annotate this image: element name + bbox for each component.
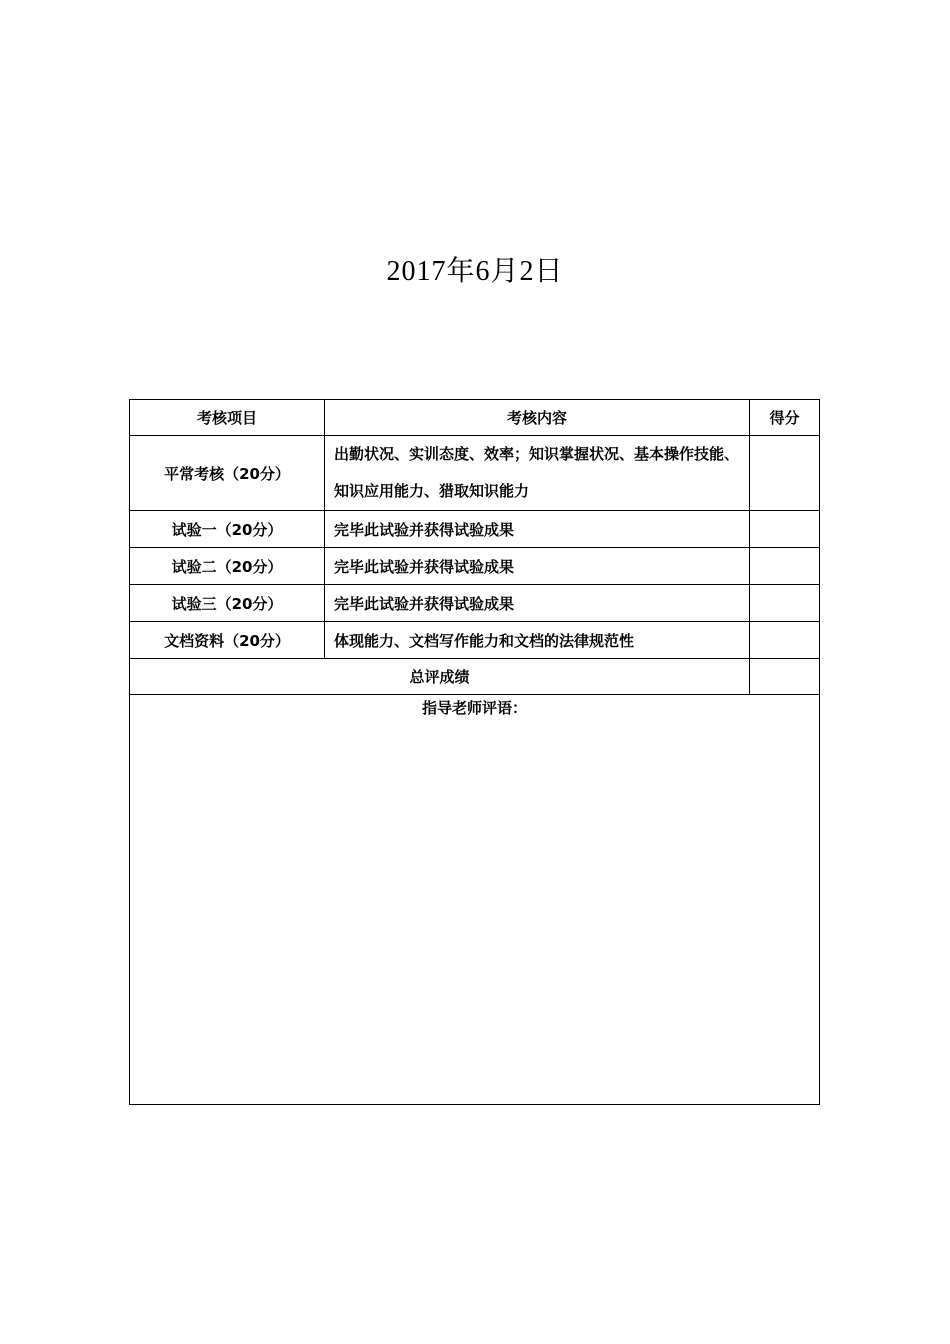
- total-row: [130, 659, 820, 695]
- table-row: [130, 548, 820, 585]
- document-date: 2017年6月2日: [386, 256, 564, 287]
- row-content: 出勤状况、实训态度、效率；知识掌握状况、基本操作技能、知识应用能力、猎取知识能力: [334, 445, 740, 500]
- row-item: 文档资料（20分）: [130, 622, 325, 659]
- comment-row: [130, 695, 820, 1105]
- row-item: 试验一（20分）: [130, 511, 325, 548]
- row-score: [750, 548, 820, 585]
- row-item: 试验二（20分）: [130, 548, 325, 585]
- row-score: [750, 622, 820, 659]
- header-score: 得分: [750, 400, 820, 436]
- row-score: [750, 585, 820, 622]
- header-content: 考核内容: [325, 400, 750, 436]
- header-item: 考核项目: [130, 400, 325, 436]
- comment-cell: [130, 695, 820, 1105]
- total-label: 总评成绩: [130, 659, 750, 695]
- table-row: [130, 585, 820, 622]
- row-score: [750, 511, 820, 548]
- table-header-row: [130, 400, 820, 436]
- row-item: 试验三（20分）: [130, 585, 325, 622]
- comment-label: 指导老师评语：: [421, 699, 527, 717]
- row-content: 完毕此试验并获得试验成果: [325, 548, 750, 585]
- row-score: [750, 436, 820, 511]
- row-content: 体现能力、文档写作能力和文档的法律规范性: [325, 622, 750, 659]
- table-row: [130, 511, 820, 548]
- grading-table: [129, 399, 820, 1105]
- total-score: [750, 659, 820, 695]
- row-content: 完毕此试验并获得试验成果: [325, 511, 750, 548]
- row-item: 平常考核（20分）: [130, 436, 325, 511]
- row-content: 完毕此试验并获得试验成果: [325, 585, 750, 622]
- table-row: [130, 622, 820, 659]
- table-row: [130, 436, 820, 511]
